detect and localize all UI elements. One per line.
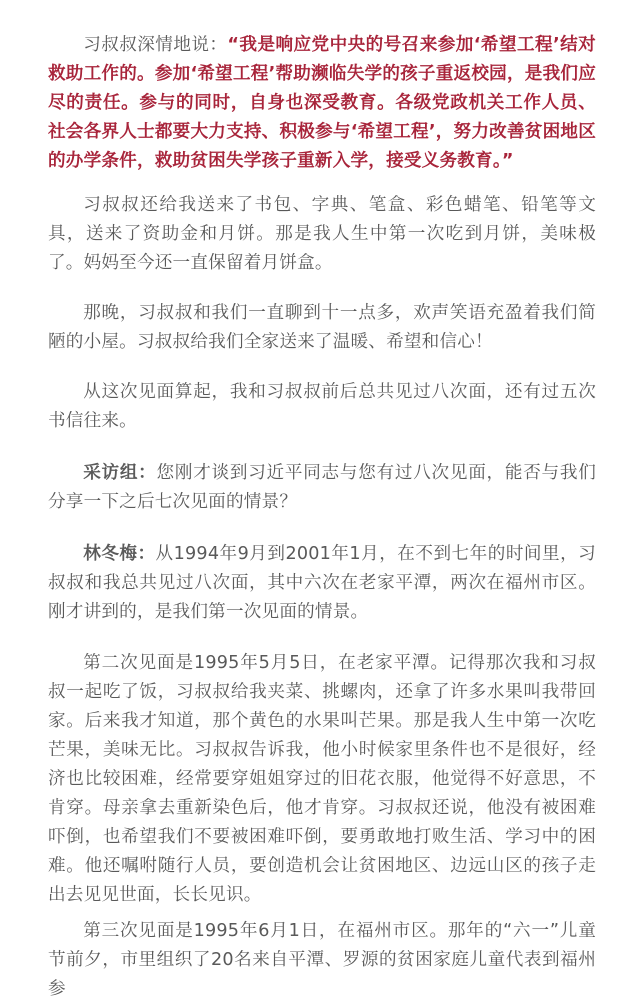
paragraph-meetings-count: 从这次见面算起，我和习叔叔前后总共见过八次面，还有过五次书信往来。 xyxy=(48,382,596,431)
paragraph-evening: 那晚，习叔叔和我们一直聊到十一点多，欢声笑语充盈着我们简陋的小屋。习叔叔给我们全家送来了温暖、希望和信心！ xyxy=(48,303,596,352)
question-text: 您刚才谈到习近平同志与您有过八次见面，能否与我们分享一下之后七次见面的情景？ xyxy=(48,463,596,512)
speaker-label-lin-dongmei: 林冬梅： xyxy=(83,544,156,564)
paragraph-lead: 习叔叔深情地说： xyxy=(83,35,228,55)
paragraph-third-meeting: 第三次见面是1995年6月1日，在福州市区。那年的“六一”儿童节前夕，市里组织了20名来自平潭、罗源的贫困家庭儿童代表到福州参 xyxy=(48,921,596,999)
paragraph-lin-dongmei-answer xyxy=(48,540,596,627)
paragraph-second-meeting: 第二次见面是1995年5月5日，在老家平潭。记得那次我和习叔叔一起吃了饭，习叔叔给我夹菜、挑螺肉，还拿了许多水果叫我带回家。后来我才知道，那个黄色的水果叫芒果。那是我人生中第一次吃芒果，美味无比。习叔叔告诉我，他小时候家里条件也不是很好，经济也比较困难，经常要穿姐姐穿过的旧花衣服，他觉得不好意思，不肯穿。母亲拿去重新染色后，他才肯穿。习叔叔还说，他没有被困难吓倒，也希望我们不要被困难吓倒，要勇敢地打败生活、学习中的困难。他还嘱咐随行人员，要创造机会让贫困地区、边远山区的孩子走出去见见世面，长长见识。 xyxy=(48,653,596,905)
paragraph-quote xyxy=(48,31,596,176)
paragraph-gifts: 习叔叔还给我送来了书包、字典、笔盒、彩色蜡笔、铅笔等文具，送来了资助金和月饼。那是我人生中第一次吃到月饼，美味极了。妈妈至今还一直保留着月饼盒。 xyxy=(48,195,596,273)
speaker-label-interviewer: 采访组： xyxy=(83,463,157,483)
highlighted-quote: “我是响应党中央的号召来参加‘希望工程’结对救助工作的。参加‘希望工程’帮助濒临失学的孩子重返校园，是我们应尽的责任。参与的同时，自身也深受教育。各级党政机关工作人员、社会各界人士都要大力支持、积极参与‘希望工程’，努力改善贫困地区的办学条件，救助贫困失学孩子重新入学，接受义务教育。” xyxy=(48,35,596,171)
answer-text: 从1994年9月到2001年1月，在不到七年的时间里，习叔叔和我总共见过八次面，其中六次在老家平潭，两次在福州市区。刚才讲到的，是我们第一次见面的情景。 xyxy=(48,544,596,622)
paragraph-interviewer-question xyxy=(48,459,596,517)
